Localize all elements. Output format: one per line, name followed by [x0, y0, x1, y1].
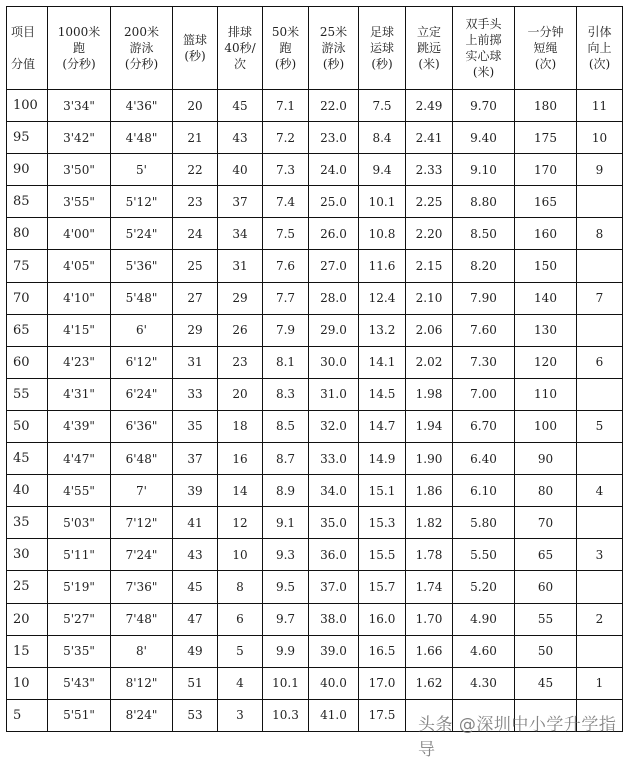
value-cell: 2.10 [406, 282, 453, 314]
value-cell: 2.20 [406, 218, 453, 250]
score-cell: 95 [7, 122, 48, 154]
value-cell: 6'48" [111, 443, 173, 475]
value-cell: 180 [515, 90, 577, 122]
value-cell: 10 [218, 539, 263, 571]
value-cell: 35.0 [309, 507, 359, 539]
value-cell: 4'05" [48, 250, 111, 282]
value-cell: 26.0 [309, 218, 359, 250]
table-row [7, 218, 623, 250]
column-header: 篮球 (秒) [173, 7, 218, 90]
value-cell: 36.0 [309, 539, 359, 571]
value-cell: 130 [515, 314, 577, 346]
value-cell: 8 [218, 571, 263, 603]
score-cell: 5 [7, 699, 48, 731]
value-cell: 23 [173, 186, 218, 218]
value-cell: 45 [515, 667, 577, 699]
value-cell: 37 [173, 443, 218, 475]
column-header: 200米 游泳 (分秒) [111, 7, 173, 90]
value-cell: 1 [577, 667, 623, 699]
value-cell: 8.9 [263, 475, 309, 507]
value-cell: 39.0 [309, 635, 359, 667]
value-cell: 11.6 [359, 250, 406, 282]
value-cell: 33 [173, 378, 218, 410]
value-cell: 6 [218, 603, 263, 635]
value-cell: 15.3 [359, 507, 406, 539]
value-cell: 10.1 [263, 667, 309, 699]
value-cell: 4.90 [453, 603, 515, 635]
value-cell: 3 [577, 539, 623, 571]
value-cell: 9.3 [263, 539, 309, 571]
table-row [7, 250, 623, 282]
table-row [7, 346, 623, 378]
value-cell: 60 [515, 571, 577, 603]
value-cell: 170 [515, 154, 577, 186]
value-cell: 7.4 [263, 186, 309, 218]
value-cell: 7'48" [111, 603, 173, 635]
value-cell: 1.78 [406, 539, 453, 571]
value-cell: 33.0 [309, 443, 359, 475]
value-cell: 38.0 [309, 603, 359, 635]
value-cell: 14.5 [359, 378, 406, 410]
value-cell: 39 [173, 475, 218, 507]
value-cell: 4.60 [453, 635, 515, 667]
value-cell: 17.0 [359, 667, 406, 699]
value-cell: 5'03" [48, 507, 111, 539]
value-cell: 20 [173, 90, 218, 122]
value-cell: 27.0 [309, 250, 359, 282]
value-cell: 175 [515, 122, 577, 154]
value-cell: 8 [577, 218, 623, 250]
value-cell: 7.1 [263, 90, 309, 122]
value-cell: 4'31" [48, 378, 111, 410]
value-cell: 9.5 [263, 571, 309, 603]
column-header: 25米 游泳 (秒) [309, 7, 359, 90]
value-cell: 22.0 [309, 90, 359, 122]
value-cell: 7'12" [111, 507, 173, 539]
value-cell: 65 [515, 539, 577, 571]
value-cell: 2.02 [406, 346, 453, 378]
value-cell: 9.1 [263, 507, 309, 539]
value-cell: 8.1 [263, 346, 309, 378]
value-cell: 5.80 [453, 507, 515, 539]
value-cell: 8' [111, 635, 173, 667]
value-cell: 4'48" [111, 122, 173, 154]
value-cell: 49 [173, 635, 218, 667]
value-cell: 10.8 [359, 218, 406, 250]
value-cell: 90 [515, 443, 577, 475]
score-cell: 20 [7, 603, 48, 635]
value-cell: 1.86 [406, 475, 453, 507]
value-cell: 17.5 [359, 699, 406, 731]
value-cell: 27 [173, 282, 218, 314]
table-row [7, 603, 623, 635]
value-cell: 14.1 [359, 346, 406, 378]
column-header: 引体 向上 (次) [577, 7, 623, 90]
value-cell: 7' [111, 475, 173, 507]
value-cell: 4'55" [48, 475, 111, 507]
value-cell: 5'11" [48, 539, 111, 571]
value-cell: 15.5 [359, 539, 406, 571]
value-cell: 8.7 [263, 443, 309, 475]
value-cell: 18 [218, 410, 263, 442]
value-cell: 6' [111, 314, 173, 346]
value-cell: 16.5 [359, 635, 406, 667]
value-cell: 1.66 [406, 635, 453, 667]
score-cell: 65 [7, 314, 48, 346]
score-cell: 15 [7, 635, 48, 667]
column-header: 一分钟 短绳 (次) [515, 7, 577, 90]
value-cell: 5' [111, 154, 173, 186]
value-cell [577, 250, 623, 282]
value-cell: 50 [515, 635, 577, 667]
value-cell: 47 [173, 603, 218, 635]
value-cell: 8.5 [263, 410, 309, 442]
value-cell: 4'10" [48, 282, 111, 314]
value-cell: 5'27" [48, 603, 111, 635]
value-cell: 70 [515, 507, 577, 539]
score-cell: 100 [7, 90, 48, 122]
value-cell: 9.70 [453, 90, 515, 122]
value-cell: 6'24" [111, 378, 173, 410]
value-cell: 5'24" [111, 218, 173, 250]
value-cell: 8.3 [263, 378, 309, 410]
value-cell: 5'12" [111, 186, 173, 218]
value-cell: 2.33 [406, 154, 453, 186]
value-cell: 4'36" [111, 90, 173, 122]
value-cell: 28.0 [309, 282, 359, 314]
column-header: 足球 运球 (秒) [359, 7, 406, 90]
value-cell: 53 [173, 699, 218, 731]
value-cell: 1.74 [406, 571, 453, 603]
value-cell [577, 314, 623, 346]
score-cell: 25 [7, 571, 48, 603]
value-cell: 7 [577, 282, 623, 314]
value-cell: 8'24" [111, 699, 173, 731]
value-cell: 40.0 [309, 667, 359, 699]
value-cell: 9 [577, 154, 623, 186]
table-row [7, 314, 623, 346]
value-cell: 8.20 [453, 250, 515, 282]
value-cell: 34 [218, 218, 263, 250]
value-cell: 37.0 [309, 571, 359, 603]
value-cell: 3 [218, 699, 263, 731]
score-cell: 50 [7, 410, 48, 442]
value-cell: 22 [173, 154, 218, 186]
table-row [7, 539, 623, 571]
table-row [7, 154, 623, 186]
score-cell: 60 [7, 346, 48, 378]
score-cell: 40 [7, 475, 48, 507]
value-cell: 165 [515, 186, 577, 218]
value-cell: 150 [515, 250, 577, 282]
value-cell: 45 [218, 90, 263, 122]
value-cell: 1.94 [406, 410, 453, 442]
value-cell: 120 [515, 346, 577, 378]
value-cell: 5'43" [48, 667, 111, 699]
value-cell: 7.3 [263, 154, 309, 186]
value-cell: 37 [218, 186, 263, 218]
value-cell: 5'36" [111, 250, 173, 282]
value-cell: 45 [173, 571, 218, 603]
value-cell: 4 [218, 667, 263, 699]
value-cell: 4'39" [48, 410, 111, 442]
table-row [7, 186, 623, 218]
value-cell: 43 [173, 539, 218, 571]
value-cell: 31 [218, 250, 263, 282]
score-cell: 55 [7, 378, 48, 410]
value-cell: 10.1 [359, 186, 406, 218]
value-cell: 9.9 [263, 635, 309, 667]
value-cell: 51 [173, 667, 218, 699]
value-cell: 1.98 [406, 378, 453, 410]
value-cell: 1.90 [406, 443, 453, 475]
value-cell: 5.50 [453, 539, 515, 571]
column-header: 项目 分值 [7, 7, 48, 90]
value-cell: 4.30 [453, 667, 515, 699]
score-cell: 80 [7, 218, 48, 250]
value-cell: 41.0 [309, 699, 359, 731]
value-cell: 2.49 [406, 90, 453, 122]
value-cell: 55 [515, 603, 577, 635]
value-cell: 4'00" [48, 218, 111, 250]
column-header: 50米 跑 (秒) [263, 7, 309, 90]
value-cell: 4 [577, 475, 623, 507]
table-row [7, 507, 623, 539]
value-cell: 5'51" [48, 699, 111, 731]
value-cell: 2 [577, 603, 623, 635]
value-cell: 29 [173, 314, 218, 346]
value-cell: 7.30 [453, 346, 515, 378]
value-cell: 1.62 [406, 667, 453, 699]
value-cell [577, 507, 623, 539]
value-cell: 6.70 [453, 410, 515, 442]
value-cell: 7.90 [453, 282, 515, 314]
scoring-table [6, 6, 623, 732]
value-cell: 41 [173, 507, 218, 539]
value-cell: 160 [515, 218, 577, 250]
value-cell: 3'42" [48, 122, 111, 154]
value-cell: 6'12" [111, 346, 173, 378]
value-cell: 8.80 [453, 186, 515, 218]
value-cell: 3'34" [48, 90, 111, 122]
value-cell: 11 [577, 90, 623, 122]
value-cell: 7.2 [263, 122, 309, 154]
value-cell: 5'35" [48, 635, 111, 667]
value-cell: 10 [577, 122, 623, 154]
column-header: 双手头 上前掷 实心球 (米) [453, 7, 515, 90]
value-cell: 1.70 [406, 603, 453, 635]
value-cell: 7.00 [453, 378, 515, 410]
value-cell: 2.06 [406, 314, 453, 346]
value-cell: 8'12" [111, 667, 173, 699]
value-cell: 7.7 [263, 282, 309, 314]
table-row [7, 122, 623, 154]
value-cell: 24 [173, 218, 218, 250]
value-cell: 25 [173, 250, 218, 282]
value-cell [577, 635, 623, 667]
value-cell: 6.10 [453, 475, 515, 507]
value-cell: 5 [577, 410, 623, 442]
value-cell: 6 [577, 346, 623, 378]
value-cell: 9.40 [453, 122, 515, 154]
table-row [7, 378, 623, 410]
table-row [7, 443, 623, 475]
score-cell: 35 [7, 507, 48, 539]
value-cell: 110 [515, 378, 577, 410]
value-cell: 7.60 [453, 314, 515, 346]
value-cell [577, 443, 623, 475]
value-cell: 7'36" [111, 571, 173, 603]
table-row [7, 571, 623, 603]
value-cell [577, 186, 623, 218]
value-cell: 20 [218, 378, 263, 410]
value-cell: 3'55" [48, 186, 111, 218]
value-cell: 6'36" [111, 410, 173, 442]
value-cell: 2.25 [406, 186, 453, 218]
value-cell: 15.7 [359, 571, 406, 603]
table-row [7, 667, 623, 699]
table-row [7, 635, 623, 667]
score-cell: 10 [7, 667, 48, 699]
column-header: 1000米 跑 (分秒) [48, 7, 111, 90]
value-cell [577, 571, 623, 603]
value-cell: 21 [173, 122, 218, 154]
value-cell: 14.9 [359, 443, 406, 475]
value-cell: 5'19" [48, 571, 111, 603]
score-cell: 85 [7, 186, 48, 218]
value-cell: 31 [173, 346, 218, 378]
value-cell: 5.20 [453, 571, 515, 603]
header-row [7, 7, 623, 90]
value-cell [577, 378, 623, 410]
value-cell: 2.41 [406, 122, 453, 154]
score-cell: 30 [7, 539, 48, 571]
column-header: 立定 跳远 (米) [406, 7, 453, 90]
value-cell: 31.0 [309, 378, 359, 410]
score-cell: 45 [7, 443, 48, 475]
value-cell: 13.2 [359, 314, 406, 346]
value-cell: 34.0 [309, 475, 359, 507]
value-cell: 43 [218, 122, 263, 154]
score-cell: 75 [7, 250, 48, 282]
value-cell: 3'50" [48, 154, 111, 186]
value-cell: 14.7 [359, 410, 406, 442]
score-cell: 90 [7, 154, 48, 186]
value-cell: 100 [515, 410, 577, 442]
table-row [7, 90, 623, 122]
value-cell: 6.40 [453, 443, 515, 475]
value-cell: 1.82 [406, 507, 453, 539]
table-row [7, 410, 623, 442]
value-cell: 12.4 [359, 282, 406, 314]
value-cell: 35 [173, 410, 218, 442]
value-cell: 4'23" [48, 346, 111, 378]
value-cell: 7.9 [263, 314, 309, 346]
value-cell: 14 [218, 475, 263, 507]
table-row [7, 475, 623, 507]
value-cell: 9.7 [263, 603, 309, 635]
value-cell: 140 [515, 282, 577, 314]
value-cell: 4'47" [48, 443, 111, 475]
watermark: 头条 @深圳中小学升学指导 [418, 715, 617, 760]
value-cell: 4'15" [48, 314, 111, 346]
value-cell: 23.0 [309, 122, 359, 154]
table-row [7, 282, 623, 314]
value-cell: 2.15 [406, 250, 453, 282]
value-cell: 7.6 [263, 250, 309, 282]
value-cell: 23 [218, 346, 263, 378]
value-cell: 32.0 [309, 410, 359, 442]
value-cell: 12 [218, 507, 263, 539]
value-cell: 10.3 [263, 699, 309, 731]
value-cell: 26 [218, 314, 263, 346]
value-cell: 16.0 [359, 603, 406, 635]
value-cell: 5'48" [111, 282, 173, 314]
value-cell: 7.5 [359, 90, 406, 122]
value-cell: 29.0 [309, 314, 359, 346]
value-cell: 8.50 [453, 218, 515, 250]
value-cell: 5 [218, 635, 263, 667]
value-cell: 7.5 [263, 218, 309, 250]
value-cell: 25.0 [309, 186, 359, 218]
column-header: 排球 40秒/ 次 [218, 7, 263, 90]
value-cell: 24.0 [309, 154, 359, 186]
value-cell: 9.10 [453, 154, 515, 186]
value-cell: 7'24" [111, 539, 173, 571]
value-cell: 40 [218, 154, 263, 186]
score-cell: 70 [7, 282, 48, 314]
value-cell: 29 [218, 282, 263, 314]
value-cell: 15.1 [359, 475, 406, 507]
value-cell: 30.0 [309, 346, 359, 378]
value-cell: 80 [515, 475, 577, 507]
value-cell: 8.4 [359, 122, 406, 154]
value-cell: 16 [218, 443, 263, 475]
value-cell: 9.4 [359, 154, 406, 186]
